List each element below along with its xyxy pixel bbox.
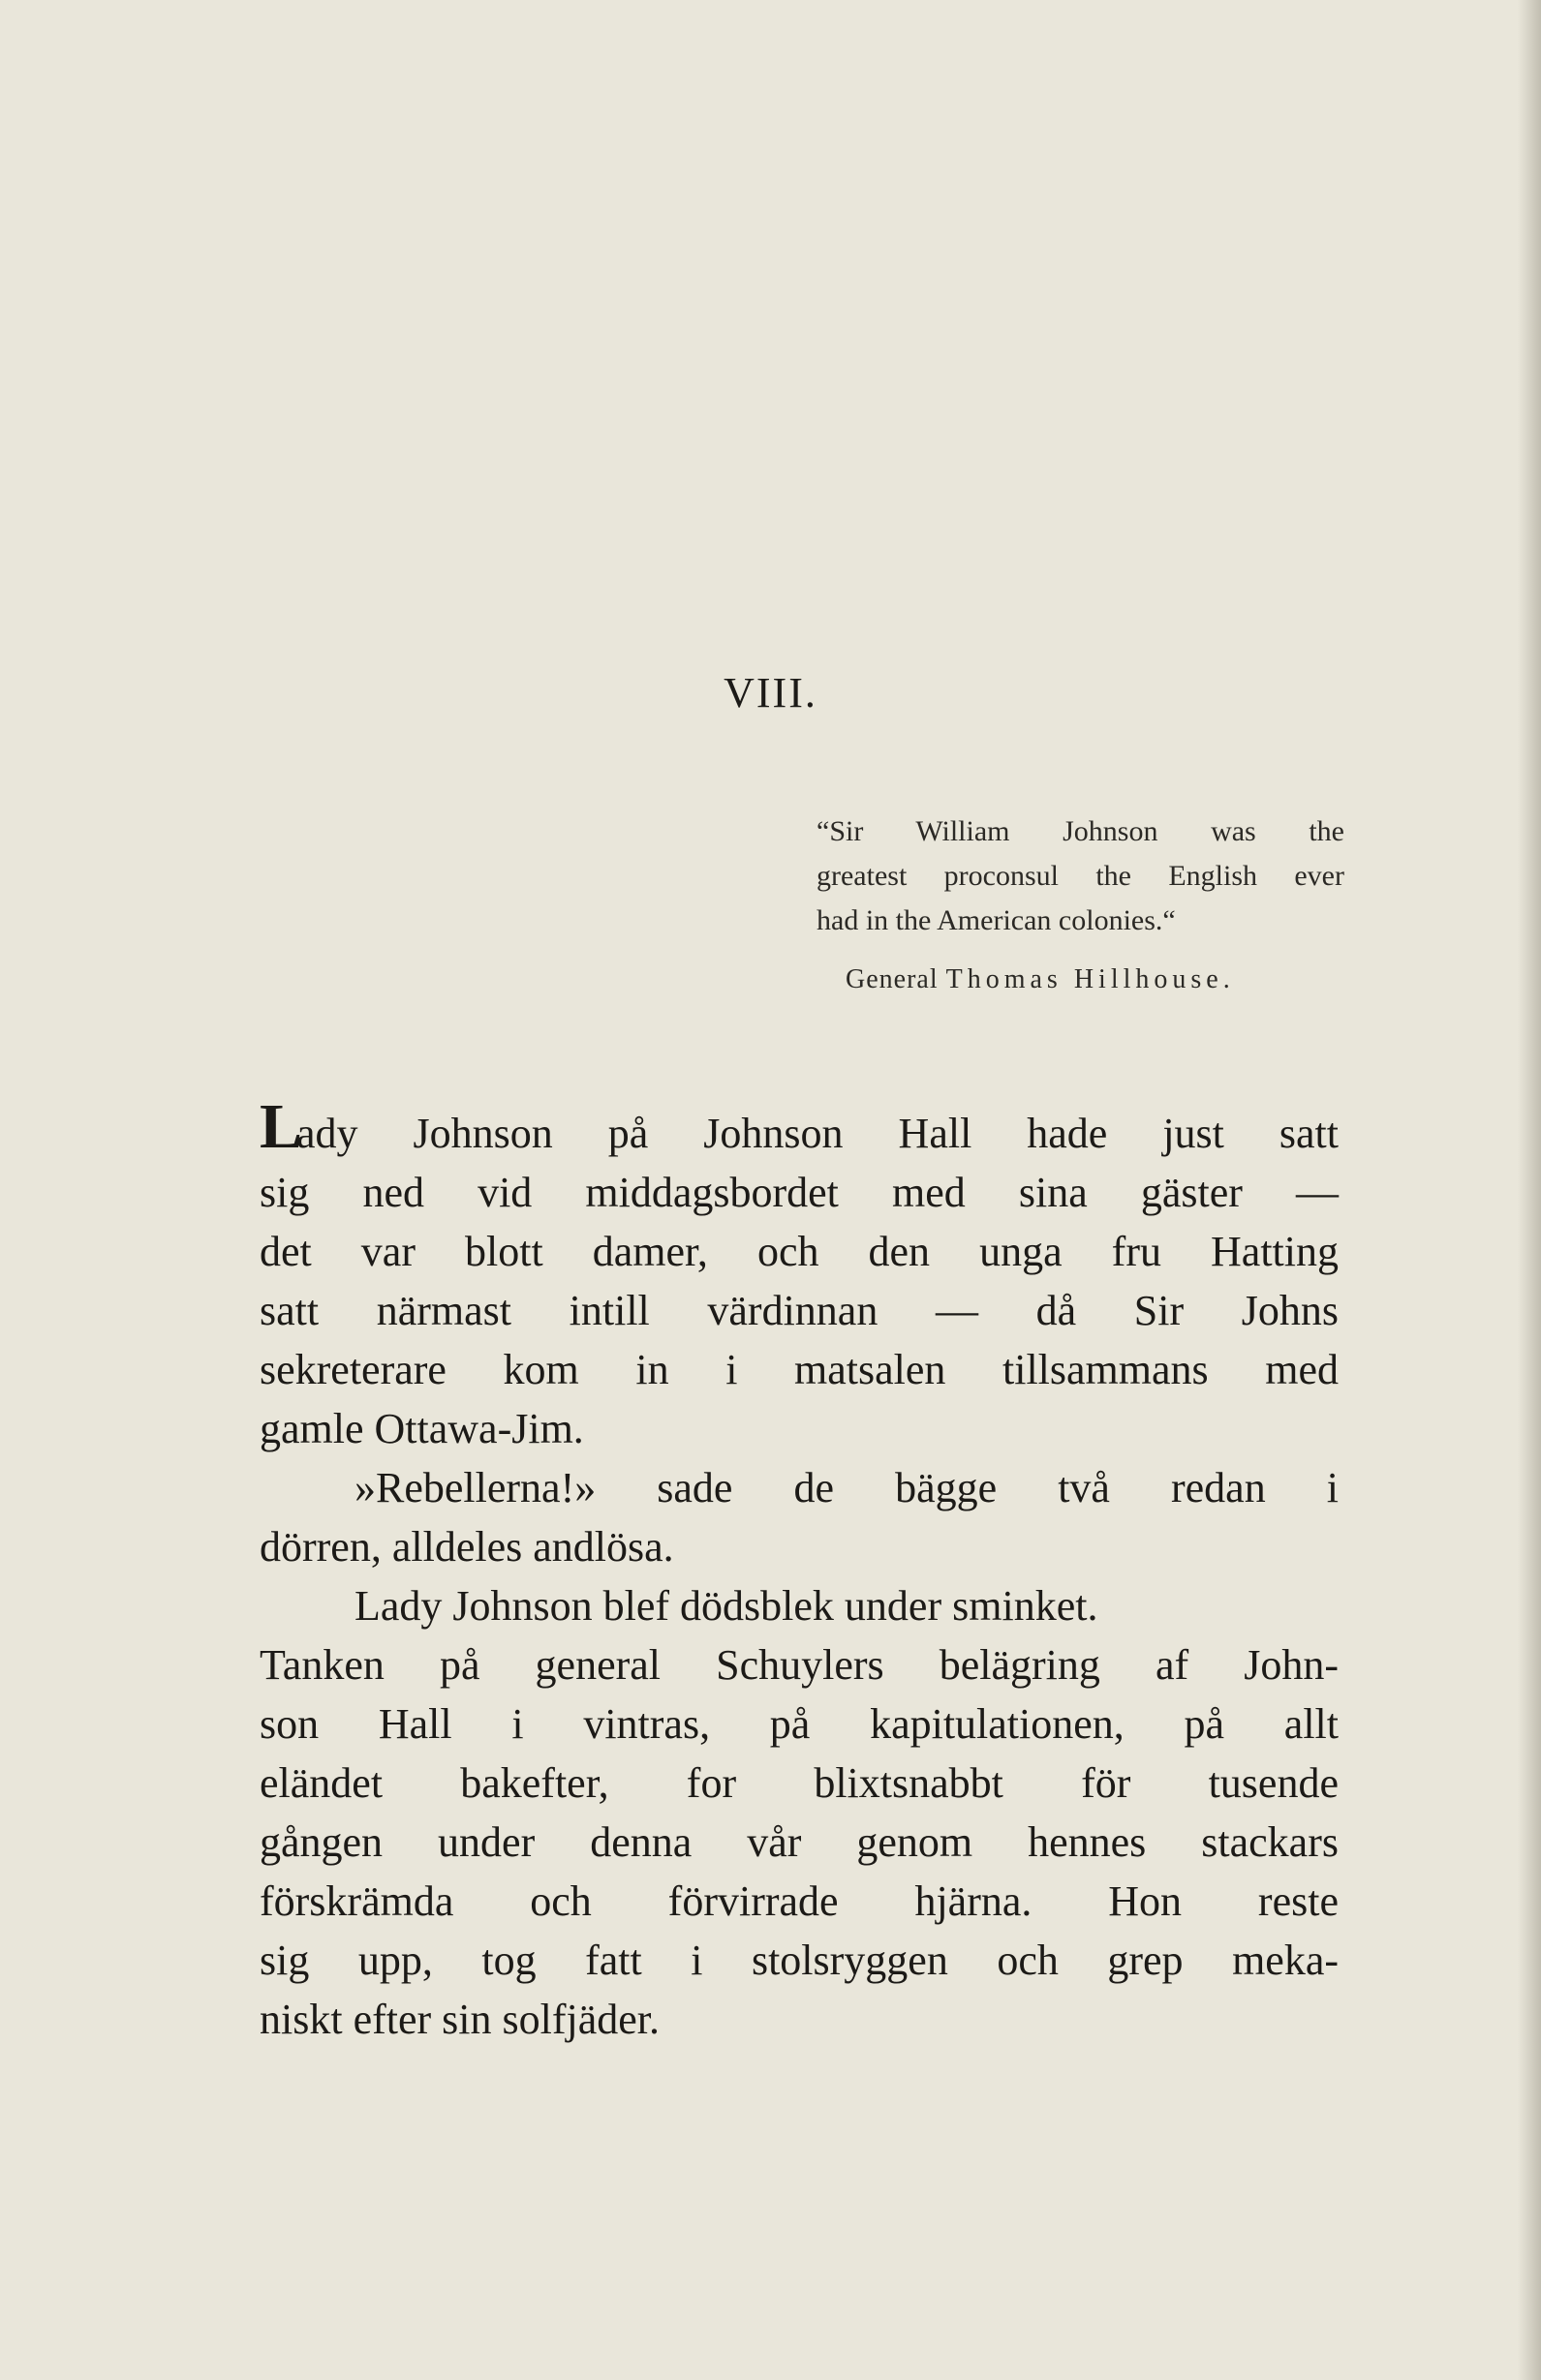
body-line: gamle Ottawa-Jim. <box>260 1405 584 1452</box>
attribution-title: General <box>846 964 939 994</box>
initial-letter: L <box>260 1091 297 1162</box>
epigraph-line: greatest proconsul the English ever <box>817 860 1344 892</box>
body-line: gången under denna vår genom hennes stackars <box>260 1818 1339 1866</box>
body-line: »Rebellerna!» sade de bägge två redan i <box>354 1464 1339 1511</box>
body-line: förskrämda och förvirrade hjärna. Hon reste <box>260 1877 1339 1925</box>
body-line: det var blott damer, och den unga fru Hatting <box>260 1228 1339 1275</box>
epigraph-line: had in the American colonies.“ <box>817 904 1176 936</box>
body-line: Tanken på general Schuylers belägring af John- <box>260 1641 1339 1689</box>
body-line: Lady Johnson blef dödsblek under sminket. <box>354 1582 1098 1630</box>
chapter-body <box>260 1091 1339 2049</box>
body-line <box>260 1091 1339 1163</box>
body-line: satt närmast intill värdinnan — då Sir Johns <box>260 1287 1339 1334</box>
body-line: sig upp, tog fatt i stolsryggen och grep meka- <box>260 1937 1339 1984</box>
body-line-text: ady Johnson på Johnson Hall hade just satt <box>296 1110 1339 1157</box>
chapter-number: VIII. <box>724 669 817 717</box>
page-edge-shadow <box>1518 0 1541 2380</box>
body-line: sig ned vid middagsbordet med sina gäster — <box>260 1169 1339 1216</box>
epigraph <box>817 809 1344 943</box>
attribution-name: Thomas Hillhouse. <box>945 964 1235 994</box>
body-line: son Hall i vintras, på kapitulationen, på allt <box>260 1700 1339 1748</box>
epigraph-line: “Sir William Johnson was the <box>817 815 1344 847</box>
body-line: niskt efter sin solfjäder. <box>260 1996 661 2043</box>
body-line: sekreterare kom in i matsalen tillsammans med <box>260 1346 1339 1393</box>
epigraph-attribution <box>846 964 1344 995</box>
body-line: dörren, alldeles andlösa. <box>260 1523 674 1571</box>
body-line: eländet bakefter, for blixtsnabbt för tusende <box>260 1759 1339 1807</box>
